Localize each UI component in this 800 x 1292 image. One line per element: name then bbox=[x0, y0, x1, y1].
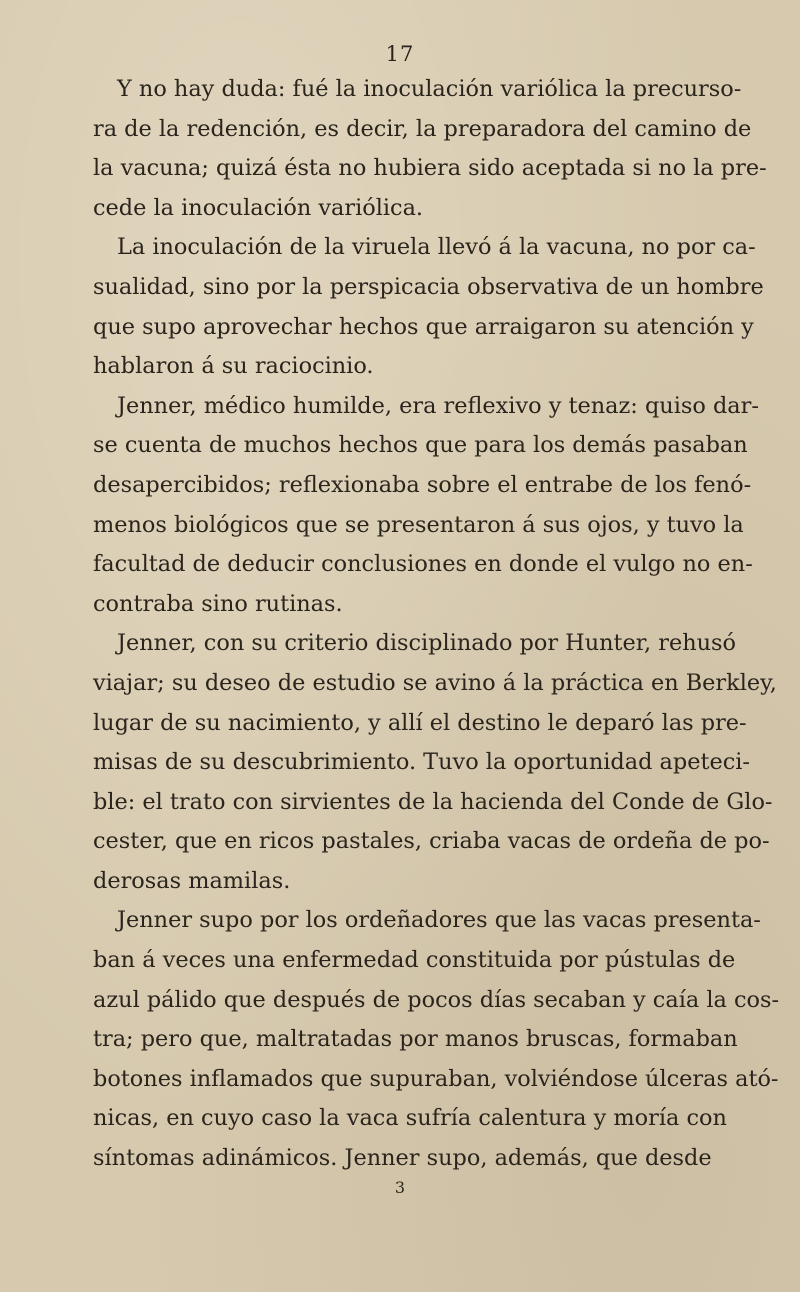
text-line: botones inflamados que supuraban, volviéndose úlceras ató- bbox=[93, 1065, 779, 1092]
text-line: viajar; su deseo de estudio se avino á la práctica en Berkley, bbox=[93, 669, 777, 696]
text-line: contraba sino rutinas. bbox=[93, 590, 343, 617]
text-line: síntomas adinámicos. Jenner supo, además, que desde bbox=[93, 1145, 712, 1172]
text-line: Jenner supo por los ordeñadores que las vacas presenta- bbox=[117, 907, 761, 934]
text-line: misas de su descubrimiento. Tuvo la oportunidad apeteci- bbox=[93, 749, 750, 776]
text-line: se cuenta de muchos hechos que para los demás pasaban bbox=[93, 432, 748, 459]
text-line: azul pálido que después de pocos días secaban y caía la cos- bbox=[93, 986, 780, 1013]
text-line: Jenner, médico humilde, era reflexivo y tenaz: quiso dar- bbox=[117, 392, 759, 419]
text-line: que supo aprovechar hechos que arraigaron su atención y bbox=[93, 313, 754, 340]
page-number: 17 bbox=[385, 42, 415, 66]
text-line: nicas, en cuyo caso la vaca sufría calentura y moría con bbox=[93, 1105, 727, 1132]
text-line: lugar de su nacimiento, y allí el destino le deparó las pre- bbox=[93, 709, 747, 736]
text-line: ban á veces una enfermedad constituida por pústulas de bbox=[93, 947, 736, 974]
signature-mark: 3 bbox=[394, 1178, 406, 1197]
text-line: sualidad, sino por la perspicacia observativa de un hombre bbox=[93, 273, 764, 300]
text-line: tra; pero que, maltratadas por manos bruscas, formaban bbox=[93, 1026, 738, 1053]
text-line: Y no hay duda: fué la inoculación variólica la precurso- bbox=[117, 76, 742, 102]
text-line: menos biológicos que se presentaron á sus ojos, y tuvo la bbox=[93, 511, 744, 538]
text-line: la vacuna; quizá ésta no hubiera sido aceptada si no la pre- bbox=[93, 155, 767, 182]
text-line: cester, que en ricos pastales, criaba vacas de ordeña de po- bbox=[93, 828, 770, 855]
text-line: desapercibidos; reflexionaba sobre el entrabe de los fenó- bbox=[93, 471, 752, 498]
text-line: ble: el trato con sirvientes de la hacienda del Conde de Glo- bbox=[93, 788, 773, 815]
text-line: La inoculación de la viruela llevó á la vacuna, no por ca- bbox=[117, 234, 756, 261]
text-line: Jenner, con su criterio disciplinado por Hunter, rehusó bbox=[117, 630, 737, 657]
body-text bbox=[93, 70, 780, 1179]
text-line: ra de la redención, es decir, la preparadora del camino de bbox=[93, 115, 752, 142]
text-line: facultad de deducir conclusiones en donde el vulgo no en- bbox=[93, 551, 753, 578]
text-line: hablaron á su raciocinio. bbox=[93, 353, 374, 380]
text-line: derosas mamilas. bbox=[93, 867, 291, 894]
text-line: cede la inoculación variólica. bbox=[93, 194, 424, 221]
